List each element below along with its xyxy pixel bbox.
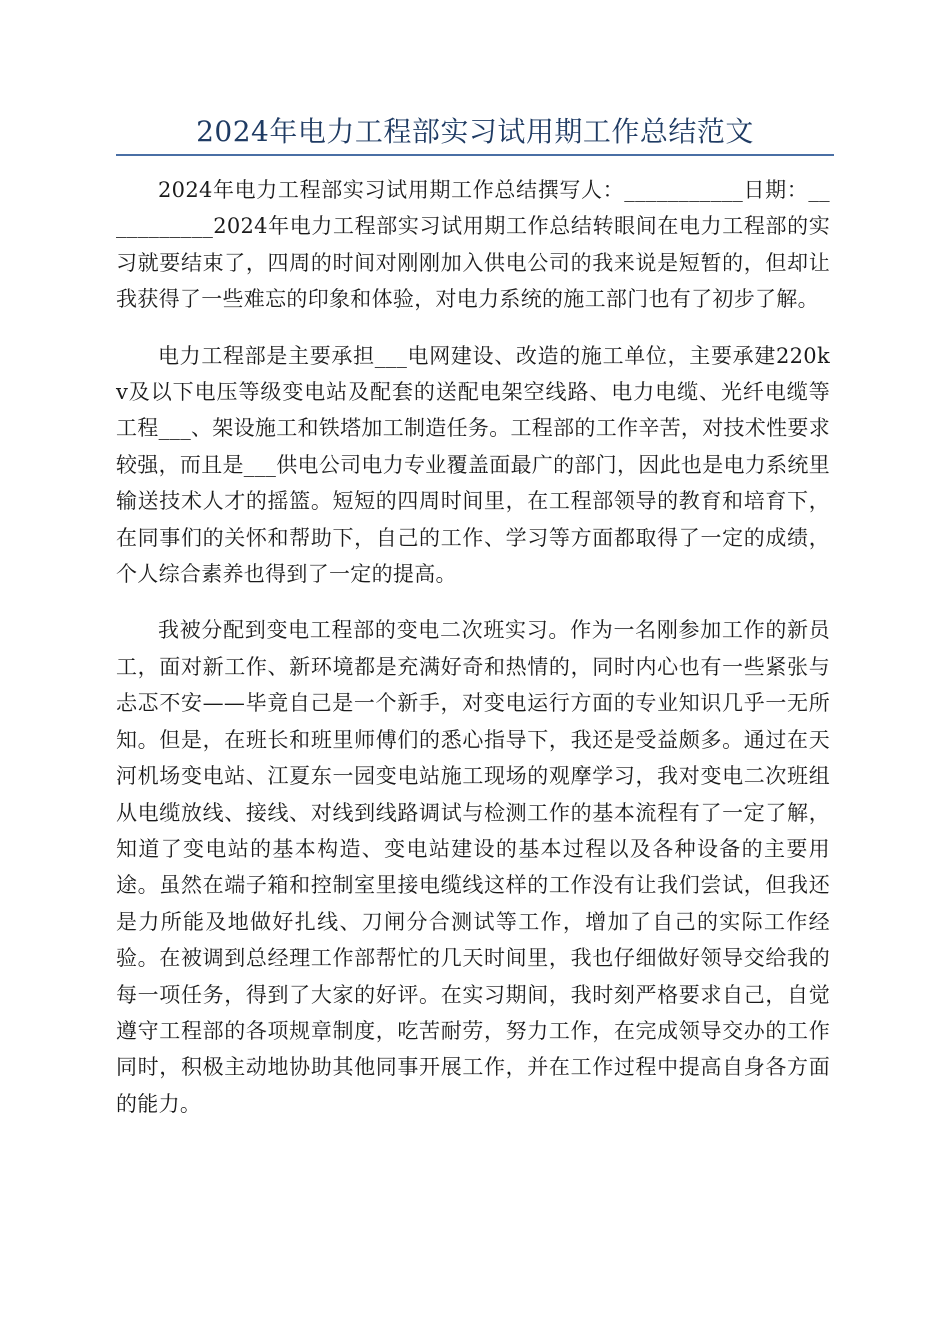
title-underline: [116, 154, 834, 156]
paragraph-2: 电力工程部是主要承担___电网建设、改造的施工单位，主要承建220kv及以下电压等级变电站及配套的送配电架空线路、电力电缆、光纤电缆等工程___、架设施工和铁塔加工制造任务。工程部的工作辛苦，对技术性要求较强，而且是___供电公司电力专业覆盖面最广的部门，因此也是电力系统里输送技术人才的摇篮。短短的四周时间里，在工程部领导的教育和培育下，在同事们的关怀和帮助下，自己的工作、学习等方面都取得了一定的成绩，个人综合素养也得到了一定的提高。: [116, 343, 830, 587]
paragraph-3: 我被分配到变电工程部的变电二次班实习。作为一名刚参加工作的新员工，面对新工作、新环境都是充满好奇和热情的，同时内心也有一些紧张与忐忑不安——毕竟自己是一个新手，对变电运行方面的专业知识几乎一无所知。但是，在班长和班里师傅们的悉心指导下，我还是受益颇多。通过在天河机场变电站、江夏东一园变电站施工现场的观摩学习，我对变电二次班组从电缆放线、接线、对线到线路调试与检测工作的基本流程有了一定了解，知道了变电站的基本构造、变电站建设的基本过程以及各种设备的主要用途。虽然在端子箱和控制室里接电缆线这样的工作没有让我们尝试，但我还是力所能及地做好扎线、刀闸分合测试等工作，增加了自己的实际工作经验。在被调到总经理工作部帮忙的几天时间里，我也仔细做好领导交给我的每一项任务，得到了大家的好评。在实习期间，我时刻严格要求自己，自觉遵守工程部的各项规章制度，吃苦耐劳，努力工作，在完成领导交办的工作同时，积极主动地协助其他同事开展工作，并在工作过程中提高自身各方面的能力。: [116, 618, 830, 1116]
document-title: 2024年电力工程部实习试用期工作总结范文: [196, 115, 754, 148]
paragraph-1: 2024年电力工程部实习试用期工作总结撰写人：___________日期：___________2024年电力工程部实习试用期工作总结转眼间在电力工程部的实习就要结束了，四周的时间对刚刚加入供电公司的我来说是短暂的，但却让我获得了一些难忘的印象和体验，对电力系统的施工部门也有了初步了解。: [116, 178, 830, 312]
document-body: [116, 172, 830, 1142]
